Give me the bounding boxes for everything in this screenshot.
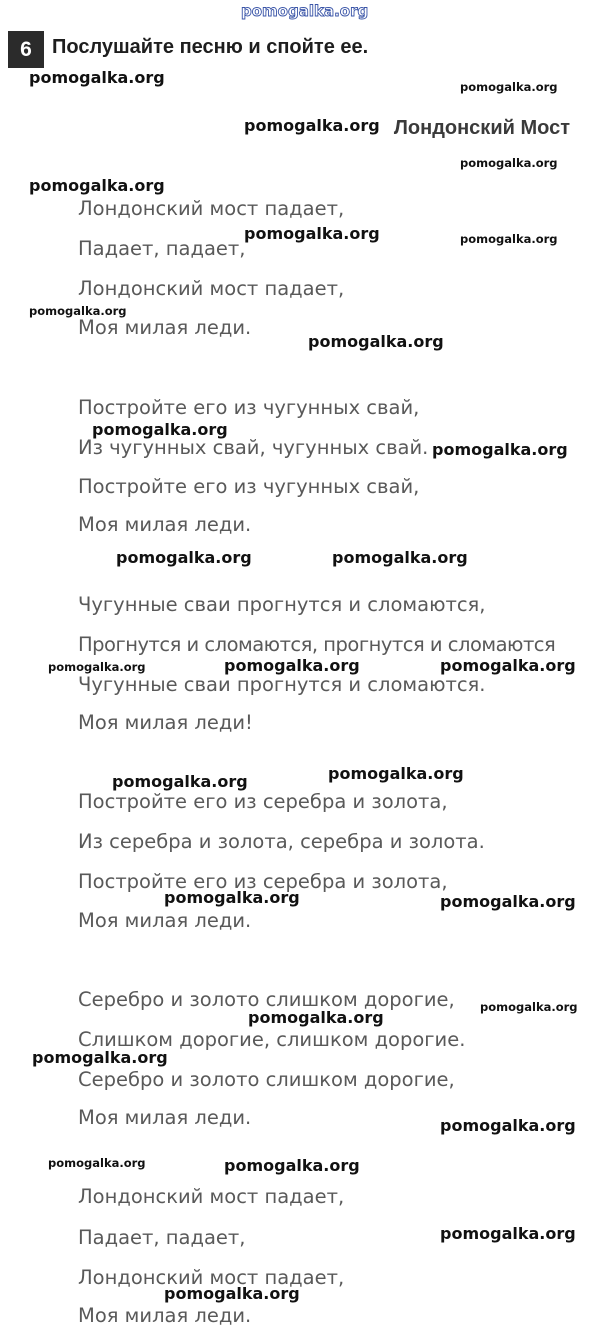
watermark: pomogalka.org: [164, 888, 300, 907]
song-line: Моя милая леди!: [78, 711, 253, 734]
song-line: Моя милая леди.: [78, 909, 252, 932]
watermark: pomogalka.org: [460, 80, 558, 94]
watermark: pomogalka.org: [112, 772, 248, 791]
song-line: Лондонский мост падает,: [78, 197, 345, 220]
song-line: Из чугунных свай, чугунных свай.: [78, 436, 429, 459]
song-line: Моя милая леди.: [78, 316, 252, 339]
song-line: Постройте его из серебра и золота,: [78, 870, 448, 893]
watermark: pomogalka.org: [32, 1048, 168, 1067]
watermark: pomogalka.org: [116, 548, 252, 567]
song-line: Серебро и золото слишком дорогие,: [78, 988, 455, 1011]
song-line: Постройте его из серебра и золота,: [78, 790, 448, 813]
watermark: pomogalka.org: [164, 1284, 300, 1303]
watermark: pomogalka.org: [332, 548, 468, 567]
song-line: Лондонский мост падает,: [78, 1266, 345, 1289]
song-line: Постройте его из чугунных свай,: [78, 396, 420, 419]
exercise-instruction: Послушайте песню и спойте ее.: [52, 36, 369, 58]
watermark: pomogalka.org: [480, 1000, 578, 1014]
watermark: pomogalka.org: [440, 1116, 576, 1135]
song-line: Лондонский мост падает,: [78, 1185, 345, 1208]
song-line: Падает, падает,: [78, 1226, 246, 1249]
watermark: pomogalka.org: [29, 68, 165, 87]
header-watermark: pomogalka.org: [241, 2, 369, 20]
song-line: Слишком дорогие, слишком дорогие.: [78, 1028, 466, 1051]
watermark: pomogalka.org: [308, 332, 444, 351]
watermark: pomogalka.org: [48, 1156, 146, 1170]
watermark: pomogalka.org: [328, 764, 464, 783]
watermark: pomogalka.org: [244, 116, 380, 135]
song-line: Моя милая леди.: [78, 1304, 252, 1327]
song-line: Из серебра и золота, серебра и золота.: [78, 830, 485, 853]
watermark: pomogalka.org: [440, 656, 576, 675]
song-line: Постройте его из чугунных свай,: [78, 475, 420, 498]
watermark: pomogalka.org: [440, 1224, 576, 1243]
song-line: Прогнутся и сломаются, прогнутся и сломаются: [78, 633, 556, 656]
watermark: pomogalka.org: [460, 156, 558, 170]
watermark: pomogalka.org: [432, 440, 568, 459]
song-title: Лондонский Мост: [393, 117, 570, 139]
watermark: pomogalka.org: [29, 176, 165, 195]
watermark: pomogalka.org: [29, 304, 127, 318]
watermark: pomogalka.org: [224, 656, 360, 675]
watermark: pomogalka.org: [440, 892, 576, 911]
exercise-number-badge: 6: [8, 31, 44, 68]
watermark: pomogalka.org: [48, 660, 146, 674]
song-line: Чугунные сваи прогнутся и сломаются,: [78, 593, 486, 616]
watermark: pomogalka.org: [460, 232, 558, 246]
song-line: Моя милая леди.: [78, 513, 252, 536]
watermark: pomogalka.org: [244, 224, 380, 243]
watermark: pomogalka.org: [224, 1156, 360, 1175]
watermark: pomogalka.org: [248, 1008, 384, 1027]
song-line: Лондонский мост падает,: [78, 277, 345, 300]
watermark: pomogalka.org: [92, 420, 228, 439]
song-line: Серебро и золото слишком дорогие,: [78, 1068, 455, 1091]
song-line: Чугунные сваи прогнутся и сломаются.: [78, 673, 486, 696]
song-line: Моя милая леди.: [78, 1106, 252, 1129]
song-line: Падает, падает,: [78, 237, 246, 260]
